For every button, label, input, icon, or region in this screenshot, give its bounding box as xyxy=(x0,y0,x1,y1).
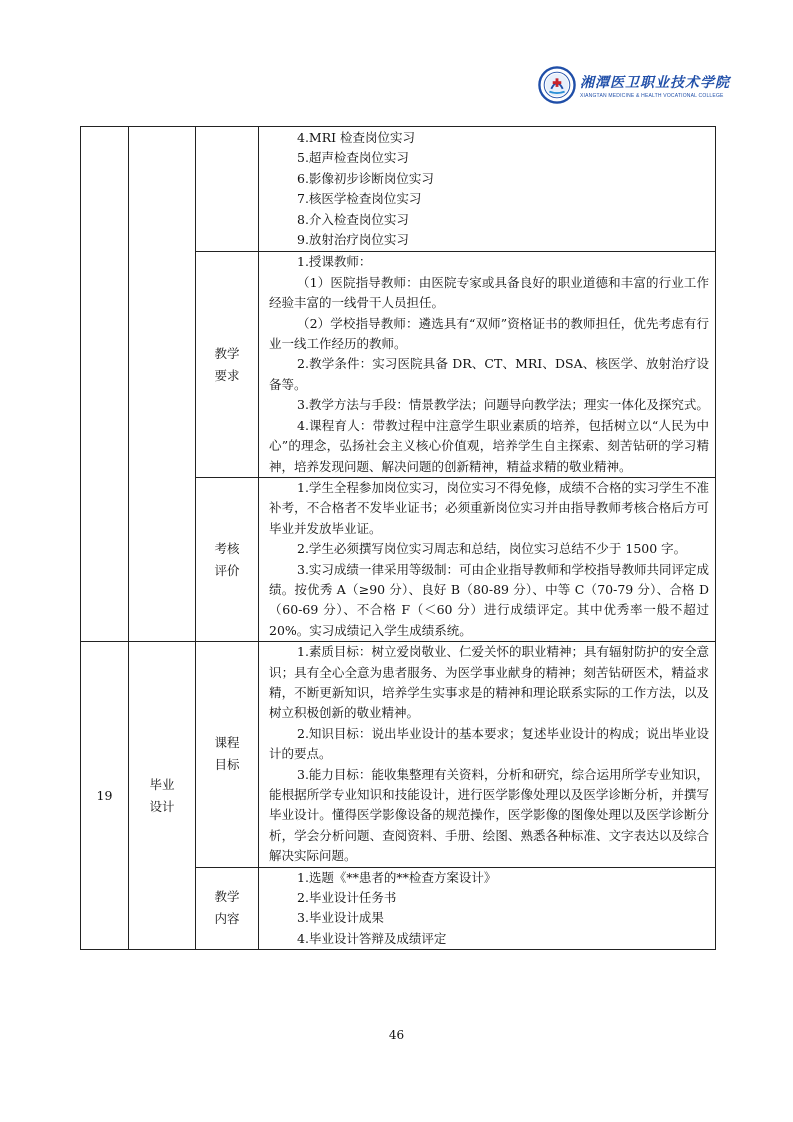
curriculum-table xyxy=(80,126,716,950)
logo-chinese-name: 湘潭医卫职业技术学院 xyxy=(580,74,730,91)
goal-paragraph: 2.知识目标：说出毕业设计的基本要求；复述毕业设计的构成；说出毕业设计的要点。 xyxy=(269,725,709,762)
requirements-label: 教学 要求 xyxy=(196,252,259,477)
row19-number: 19 xyxy=(81,642,129,950)
list-item: 9.放射治疗岗位实习 xyxy=(297,232,409,248)
list-item: 6.影像初步诊断岗位实习 xyxy=(297,170,434,186)
row18-content-label-cell xyxy=(196,127,259,252)
college-seal-icon xyxy=(538,66,576,104)
goal-paragraph: 3.能力目标：能收集整理有关资料，分析和研究，综合运用所学专业知识，能根据所学专业知识和技能设计，进行医学影像处理以及医学诊断分析，并撰写毕业设计。懂得医学影像设备的规范操作，医学影像的图像处理以及医学诊断分析，学会分析问题、查阅资料、手册、绘图、熟悉各种标准、文字表达以及综合解决实际问题。 xyxy=(269,766,709,864)
table-row xyxy=(81,642,716,867)
contents-label: 教学 内容 xyxy=(196,867,259,950)
evaluation-label: 考核 评价 xyxy=(196,477,259,641)
evaluation-cell xyxy=(259,477,716,641)
req-paragraph: （2）学校指导教师：遴选具有“双师”资格证书的教师担任，优先考虑有行业一线工作经历的教师。 xyxy=(269,315,709,352)
table-row xyxy=(81,127,716,252)
list-item: 3.毕业设计成果 xyxy=(297,910,384,926)
eval-paragraph: 1.学生全程参加岗位实习，岗位实习不得免修，成绩不合格的实习学生不准补考，不合格者不发毕业证书；必须重新岗位实习并由指导教师考核合格后方可毕业并发放毕业证。 xyxy=(269,479,709,536)
eval-paragraph: 3.实习成绩一律采用等级制：可由企业指导教师和学校指导教师共同评定成绩。按优秀 A（≥90 分）、良好 B（80-89 分）、中等 C（70-79 分）、合格 D（60-69 分）、不合格 F（＜60 分）进行成绩评定。其中优秀率一般不超过 20%。实习成绩记入学生成绩系统。 xyxy=(269,561,709,638)
list-item: 4.MRI 检查岗位实习 xyxy=(297,130,416,145)
goals-label: 课程 目标 xyxy=(196,642,259,867)
req-paragraph: 1.授课教师： xyxy=(297,254,372,270)
list-item: 5.超声检查岗位实习 xyxy=(297,150,409,166)
list-item: 2.毕业设计任务书 xyxy=(297,890,397,906)
list-item: 4.毕业设计答辩及成绩评定 xyxy=(297,930,447,946)
row18-name-cell xyxy=(129,127,196,642)
row18-number-cell xyxy=(81,127,129,642)
goals-cell xyxy=(259,642,716,867)
row19-course-name: 毕业 设计 xyxy=(129,642,196,950)
eval-paragraph: 2.学生必须撰写岗位实习周志和总结，岗位实习总结不少于 1500 字。 xyxy=(297,541,687,557)
list-item: 7.核医学检查岗位实习 xyxy=(297,191,422,207)
contents-cell xyxy=(259,867,716,950)
practice-list-cell xyxy=(259,127,716,252)
logo-english-name: XIANGTAN MEDICINE & HEALTH VOCATIONAL COLLEGE xyxy=(580,92,724,99)
college-logo xyxy=(538,66,730,104)
list-item: 8.介入检查岗位实习 xyxy=(297,211,409,227)
page-number: 46 xyxy=(388,1028,405,1042)
req-paragraph: 4.课程育人：带教过程中注意学生职业素质的培养，包括树立以“人民为中心”的理念，弘扬社会主义核心价值观，培养学生自主探索、刻苦钻研的学习精神，培养发现问题、解决问题的创新精神，精益求精的敬业精神。 xyxy=(269,417,709,474)
req-paragraph: 2.教学条件：实习医院具备 DR、CT、MRI、DSA、核医学、放射治疗设备等。 xyxy=(269,356,709,392)
req-paragraph: （1）医院指导教师：由医院专家或具备良好的职业道德和丰富的行业工作经验丰富的一线骨干人员担任。 xyxy=(269,274,709,311)
list-item: 1.选题《**患者的**检查方案设计》 xyxy=(297,869,497,885)
requirements-cell xyxy=(259,252,716,477)
goal-paragraph: 1.素质目标：树立爱岗敬业、仁爱关怀的职业精神；具有辐射防护的安全意识；具有全心全意为患者服务、为医学事业献身的精神；刻苦钻研医术，精益求精，不断更新知识，培养学生实事求是的精神和理论联系实际的工作方法，以及树立积极创新的敬业精神。 xyxy=(269,644,709,721)
req-paragraph: 3.教学方法与手段：情景教学法；问题导向教学法；理实一体化及探究式。 xyxy=(297,397,709,413)
